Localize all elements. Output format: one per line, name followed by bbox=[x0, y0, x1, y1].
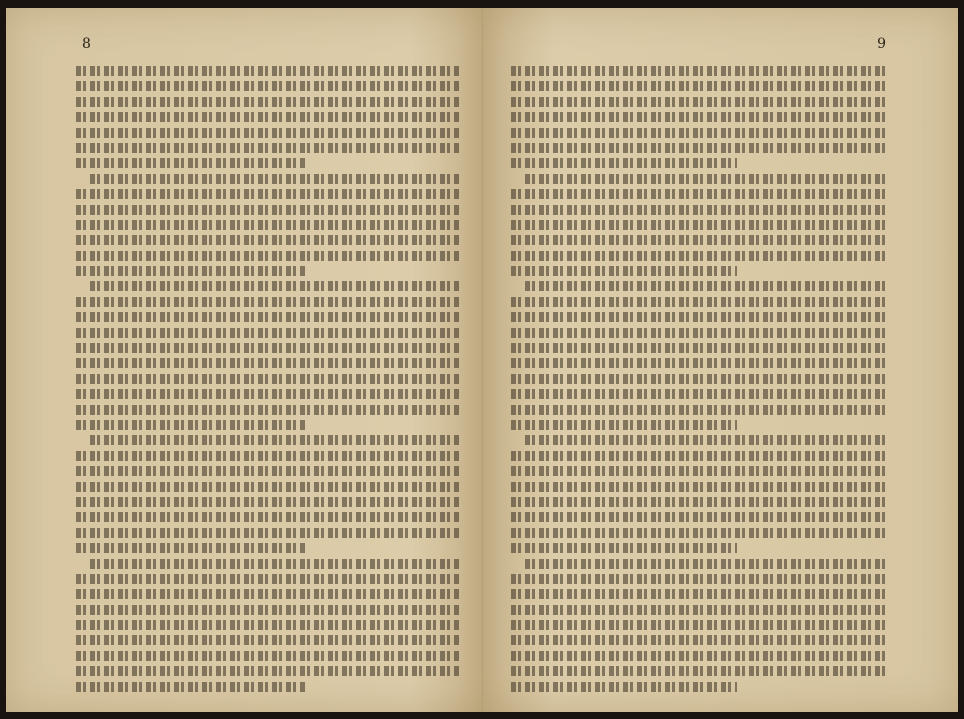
text-line bbox=[511, 81, 889, 91]
text-line bbox=[76, 574, 460, 584]
text-line bbox=[90, 435, 460, 445]
text-line bbox=[76, 97, 460, 107]
text-line bbox=[90, 559, 460, 569]
text-line bbox=[511, 497, 889, 507]
text-line bbox=[511, 143, 889, 153]
text-line bbox=[511, 374, 889, 384]
text-line bbox=[511, 205, 889, 215]
text-line bbox=[511, 343, 889, 353]
text-line bbox=[511, 66, 889, 76]
left-page-number: 8 bbox=[82, 36, 91, 52]
text-line bbox=[511, 651, 889, 661]
text-line bbox=[511, 389, 889, 399]
text-line bbox=[511, 266, 738, 276]
left-page bbox=[6, 8, 483, 712]
text-line bbox=[76, 497, 460, 507]
text-line bbox=[76, 297, 460, 307]
text-line bbox=[511, 543, 738, 553]
text-line bbox=[511, 405, 889, 415]
text-line bbox=[90, 281, 460, 291]
text-line bbox=[511, 482, 889, 492]
text-line bbox=[525, 559, 889, 569]
text-line bbox=[76, 682, 306, 692]
text-line bbox=[76, 81, 460, 91]
text-line bbox=[76, 205, 460, 215]
right-page-body bbox=[511, 66, 889, 694]
text-line bbox=[76, 512, 460, 522]
text-line bbox=[525, 281, 889, 291]
text-line bbox=[525, 435, 889, 445]
text-line bbox=[511, 235, 889, 245]
text-line bbox=[511, 635, 889, 645]
text-line bbox=[76, 358, 460, 368]
text-line bbox=[76, 328, 460, 338]
text-line bbox=[76, 451, 460, 461]
text-line bbox=[511, 620, 889, 630]
text-line bbox=[511, 574, 889, 584]
text-line bbox=[511, 251, 889, 261]
text-line bbox=[511, 128, 889, 138]
text-line bbox=[76, 128, 460, 138]
text-line bbox=[76, 466, 460, 476]
text-line bbox=[76, 651, 460, 661]
text-line bbox=[76, 374, 460, 384]
text-line bbox=[76, 235, 460, 245]
text-line bbox=[511, 158, 738, 168]
text-line bbox=[511, 451, 889, 461]
text-line bbox=[76, 343, 460, 353]
text-line bbox=[511, 605, 889, 615]
text-line bbox=[76, 220, 460, 230]
text-line bbox=[76, 620, 460, 630]
text-line bbox=[76, 666, 460, 676]
text-line bbox=[511, 466, 889, 476]
text-line bbox=[76, 605, 460, 615]
text-line bbox=[511, 666, 889, 676]
text-line bbox=[511, 312, 889, 322]
text-line bbox=[511, 358, 889, 368]
text-line bbox=[76, 405, 460, 415]
text-line bbox=[511, 189, 889, 199]
text-line bbox=[76, 589, 460, 599]
text-line bbox=[511, 220, 889, 230]
text-line bbox=[76, 158, 306, 168]
right-page bbox=[483, 8, 959, 712]
text-line bbox=[511, 297, 889, 307]
text-line bbox=[511, 328, 889, 338]
text-line bbox=[90, 174, 460, 184]
text-line bbox=[76, 266, 306, 276]
text-line bbox=[76, 66, 460, 76]
text-line bbox=[511, 420, 738, 430]
text-line bbox=[76, 420, 306, 430]
text-line bbox=[76, 312, 460, 322]
text-line bbox=[76, 482, 460, 492]
text-line bbox=[511, 589, 889, 599]
text-line bbox=[76, 389, 460, 399]
text-line bbox=[511, 528, 889, 538]
text-line bbox=[76, 635, 460, 645]
text-line bbox=[525, 174, 889, 184]
text-line bbox=[76, 112, 460, 122]
text-line bbox=[76, 189, 460, 199]
text-line bbox=[511, 97, 889, 107]
text-line bbox=[76, 543, 306, 553]
text-line bbox=[76, 251, 460, 261]
left-page-body bbox=[76, 66, 460, 694]
right-page-number: 9 bbox=[877, 36, 886, 52]
book-spread bbox=[6, 8, 958, 712]
text-line bbox=[511, 682, 738, 692]
text-line bbox=[511, 512, 889, 522]
text-line bbox=[76, 143, 460, 153]
text-line bbox=[76, 528, 460, 538]
text-line bbox=[511, 112, 889, 122]
